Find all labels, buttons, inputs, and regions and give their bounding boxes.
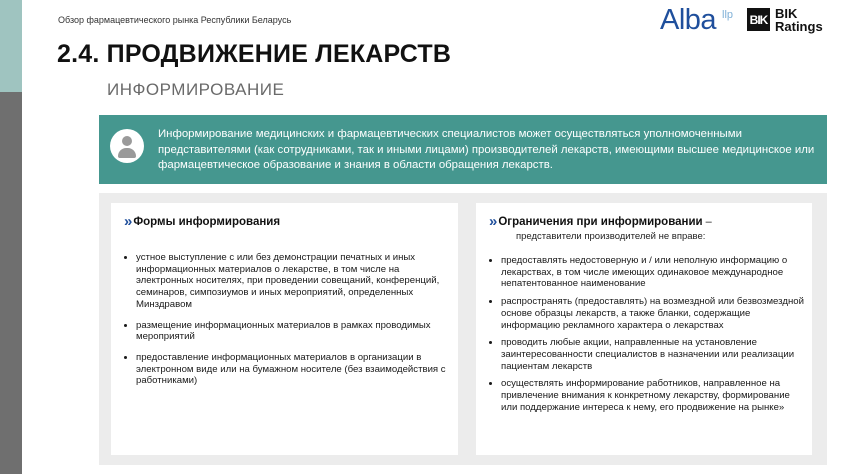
left-accent-bar-top: [0, 0, 22, 92]
forms-list: [121, 252, 450, 396]
bik-logo-mark: BIK: [747, 8, 770, 31]
page-title: 2.4. ПРОДВИЖЕНИЕ ЛЕКАРСТВ: [57, 40, 452, 68]
forms-card-title: Формы информирования: [133, 216, 281, 228]
banner-text: Информирование медицинских и фармацевтических специалистов может осуществляться уполномоченными представителями (как сотрудниками, так и иными лицами) производителей лекарств, имеющими высшее медицинское или фармацевтическое образование и знания в области обращения лекарств.: [158, 128, 815, 171]
alba-logo-suffix: llp: [722, 9, 734, 21]
restrictions-card-dash: –: [702, 216, 712, 228]
list-item: • предоставление информационных материалов в организации в электронном виде или на бумажном носителе (без взаимодействия с работниками): [136, 352, 450, 387]
restrictions-card-header: [489, 215, 804, 244]
info-banner: [99, 115, 827, 184]
alba-logo: Alba: [660, 4, 717, 36]
content-panel: [99, 193, 827, 465]
restrictions-list: [486, 255, 804, 419]
chevron-right-icon: »: [489, 213, 494, 230]
section-subtitle: ИНФОРМИРОВАНИЕ: [107, 80, 285, 99]
person-icon-head: [122, 136, 132, 146]
forms-card-header: [124, 215, 450, 229]
restrictions-card-title: Ограничения при информировании: [498, 216, 703, 228]
restrictions-card: [476, 203, 812, 455]
list-item: • предоставлять недостоверную и / или неполную информацию о лекарствах, в том числе имеющих одинаковое международное непатентованное наименование: [501, 255, 804, 290]
list-item: • устное выступление с или без демонстрации печатных и иных информационных материалов о лекарстве, в том числе на электронных носителях, при проведении совещаний, конференций, семинаров, симпозиумов и иных мероприятий, определенных Минздравом: [136, 252, 450, 311]
list-item: • проводить любые акции, направленные на установление заинтересованности специалистов в назначении или реализации пациентам лекарств: [501, 337, 804, 372]
bik-ratings-logo: [775, 7, 823, 33]
person-icon: [110, 129, 144, 163]
list-item: • осуществлять информирование работников, направленное на привлечение внимания к конкретному лекарству, формирование или поддержание интереса к нему, его продвижение на рынке»: [501, 378, 804, 413]
list-item: • размещение информационных материалов в рамках проводимых мероприятий: [136, 320, 450, 343]
restrictions-card-subtitle: представители производителей не вправе:: [516, 231, 706, 242]
forms-card: [111, 203, 458, 455]
document-title: Обзор фармацевтического рынка Республики Беларусь: [58, 15, 292, 25]
chevron-right-icon: »: [124, 213, 129, 230]
list-item: • распространять (предоставлять) на возмездной или безвозмездной основе образцы лекарств, а также бланки, содержащие информацию рекламного характера о лекарствах: [501, 296, 804, 331]
bik-logo-line2: Ratings: [775, 19, 823, 34]
bik-logo-line1: BIK: [775, 6, 798, 21]
person-icon-body: [118, 148, 136, 158]
